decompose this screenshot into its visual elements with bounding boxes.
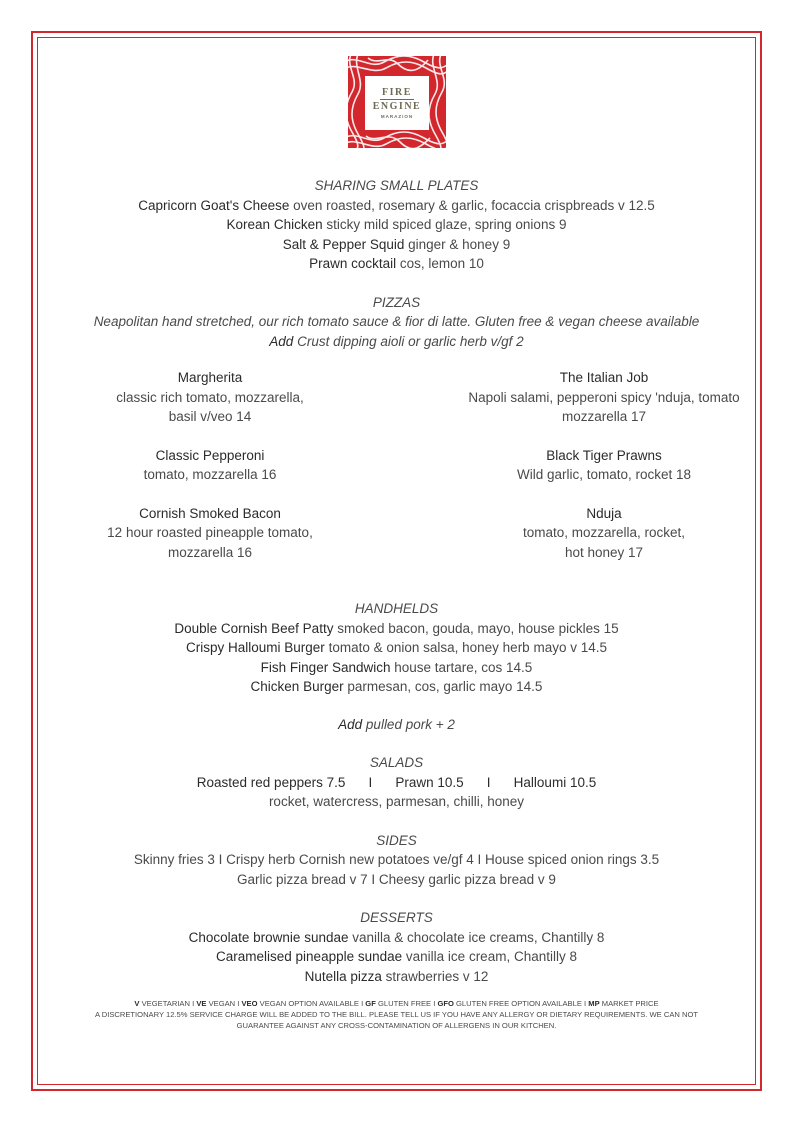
key-code: GFO: [437, 999, 454, 1008]
pizza-name: Nduja: [586, 505, 622, 521]
item-name: Salt & Pepper Squid: [282, 236, 405, 252]
item-desc: oven roasted, rosemary & garlic, focaccia crispbreads v 12.5: [289, 197, 655, 213]
menu-item: [40, 235, 753, 255]
pizza-item: [60, 504, 360, 563]
item-desc: tomato & onion salsa, honey herb mayo v 14.5: [324, 640, 607, 655]
logo-text-marazion: MARAZION: [380, 114, 414, 119]
dietary-key: [40, 998, 753, 1009]
spacer: [40, 734, 753, 753]
separator: I: [368, 774, 373, 790]
item-desc: vanilla ice cream, Chantilly 8: [402, 949, 577, 964]
spacer: [40, 274, 753, 293]
section-title-sharing: SHARING SMALL PLATES: [314, 178, 479, 193]
pizza-grid: [40, 368, 753, 562]
pizza-desc: mozzarella 17: [561, 409, 647, 424]
menu-item: [40, 196, 753, 216]
sides-line: Skinny fries 3 I Crispy herb Cornish new potatoes ve/gf 4 I House spiced onion rings 3.5: [133, 852, 660, 867]
salad-option: Halloumi 10.5: [513, 774, 597, 790]
add-word: Add: [338, 716, 363, 732]
item-name: Fish Finger Sandwich: [260, 659, 391, 675]
item-desc: strawberries v 12: [381, 968, 489, 984]
item-desc: parmesan, cos, garlic mayo 14.5: [343, 679, 543, 694]
key-text: VEGAN I: [206, 999, 242, 1008]
logo-text-engine: ENGINE: [372, 101, 422, 112]
pizza-column-right: [449, 368, 759, 562]
key-text: VEGAN OPTION AVAILABLE I: [257, 999, 366, 1008]
add-word: Add: [269, 333, 294, 349]
section-title-handhelds: HANDHELDS: [354, 601, 439, 616]
logo-badge: [365, 76, 429, 130]
spacer: [40, 697, 753, 715]
menu-item: [40, 928, 753, 948]
add-text: pulled pork + 2: [362, 716, 455, 732]
pizza-desc: Wild garlic, tomato, rocket 18: [516, 467, 692, 482]
key-code: GF: [365, 999, 376, 1008]
item-name: Double Cornish Beef Patty: [174, 620, 334, 636]
pizza-desc: basil v/veo 14: [168, 409, 252, 424]
item-name: Chocolate brownie sundae: [188, 929, 349, 945]
key-code: MP: [588, 999, 600, 1008]
menu-item: [40, 254, 753, 274]
separator: I: [486, 774, 491, 790]
item-desc: house tartare, cos 14.5: [390, 659, 533, 675]
key-text: GLUTEN FREE I: [375, 999, 438, 1008]
item-name: Korean Chicken: [226, 217, 323, 232]
item-desc: sticky mild spiced glaze, spring onions 9: [322, 217, 567, 232]
pizza-desc: tomato, mozzarella 16: [143, 467, 277, 482]
pizza-add-line: [40, 332, 753, 352]
menu-item: [40, 658, 753, 678]
fire-engine-logo: [348, 56, 446, 148]
salad-options: [40, 773, 753, 793]
pizza-desc: Napoli salami, pepperoni spicy 'nduja, tomato: [468, 389, 740, 405]
item-desc: cos, lemon 10: [396, 256, 484, 271]
salad-option: Roasted red peppers 7.5: [196, 774, 346, 790]
item-desc: vanilla & chocolate ice creams, Chantilly 8: [348, 929, 605, 945]
pizza-name: Cornish Smoked Bacon: [139, 505, 281, 521]
menu-content: [40, 176, 753, 986]
salad-option: Prawn 10.5: [395, 774, 464, 790]
menu-item: [40, 619, 753, 639]
pizza-name: The Italian Job: [559, 370, 649, 385]
pizza-column-left: [60, 368, 360, 562]
key-code: VEO: [241, 999, 258, 1008]
key-code: VE: [196, 999, 207, 1008]
salad-desc: rocket, watercress, parmesan, chilli, honey: [268, 794, 525, 809]
pizza-desc: tomato, mozzarella, rocket,: [522, 525, 686, 540]
pizza-intro: Neapolitan hand stretched, our rich tomato sauce & fior di latte. Gluten free & vegan cheese available: [93, 314, 700, 329]
menu-item: [40, 967, 753, 987]
pizza-desc: 12 hour roasted pineapple tomato,: [107, 525, 313, 540]
allergen-footer: [40, 998, 753, 1031]
pizza-name: Classic Pepperoni: [155, 447, 265, 463]
pizza-name: Black Tiger Prawns: [546, 447, 662, 463]
pizza-item: [449, 368, 759, 427]
spacer: [40, 562, 753, 599]
sides-line: Garlic pizza bread v 7 I Cheesy garlic pizza bread v 9: [237, 871, 556, 887]
section-title-pizzas: PIZZAS: [372, 294, 421, 310]
pizza-desc: hot honey 17: [564, 544, 644, 560]
key-text: GLUTEN FREE OPTION AVAILABLE I: [453, 999, 589, 1008]
pizza-item: [449, 504, 759, 563]
item-name: Capricorn Goat's Cheese: [138, 197, 290, 213]
item-name: Prawn cocktail: [309, 256, 397, 271]
section-title-desserts: DESSERTS: [360, 910, 433, 925]
menu-item: [40, 677, 753, 697]
section-title-salads: SALADS: [369, 755, 424, 770]
handhelds-add-line: [40, 715, 753, 735]
spacer: [40, 889, 753, 908]
item-desc: ginger & honey 9: [404, 236, 511, 252]
item-desc: smoked bacon, gouda, mayo, house pickles 15: [333, 620, 619, 636]
service-charge-note: A DISCRETIONARY 12.5% SERVICE CHARGE WILL BE ADDED TO THE BILL. PLEASE TELL US IF YOU HAVE ANY ALLERGY OR DIETARY REQUIREMENTS. WE CAN NOT: [94, 1010, 699, 1019]
item-name: Crispy Halloumi Burger: [186, 640, 325, 655]
pizza-item: [449, 446, 759, 485]
allergen-note: GUARANTEE AGAINST ANY CROSS-CONTAMINATION OF ALLERGENS IN OUR KITCHEN.: [236, 1021, 557, 1030]
add-text: Crust dipping aioli or garlic herb v/gf 2: [293, 333, 524, 349]
pizza-item: [60, 446, 360, 485]
pizza-desc: classic rich tomato, mozzarella,: [116, 389, 304, 405]
menu-item: [40, 947, 753, 967]
key-text: MARKET PRICE: [599, 999, 659, 1008]
key-text: VEGETARIAN I: [139, 999, 197, 1008]
menu-item: [40, 638, 753, 658]
logo-text-fire: FIRE: [382, 87, 412, 98]
item-name: Chicken Burger: [250, 679, 344, 694]
spacer: [40, 812, 753, 831]
section-title-sides: SIDES: [376, 832, 417, 848]
menu-item: [40, 215, 753, 235]
item-name: Caramelised pineapple sundae: [216, 949, 403, 964]
item-name: Nutella pizza: [304, 968, 382, 984]
pizza-item: [60, 368, 360, 427]
pizza-desc: mozzarella 16: [167, 544, 253, 560]
key-code: V: [134, 999, 140, 1008]
pizza-name: Margherita: [177, 370, 243, 385]
